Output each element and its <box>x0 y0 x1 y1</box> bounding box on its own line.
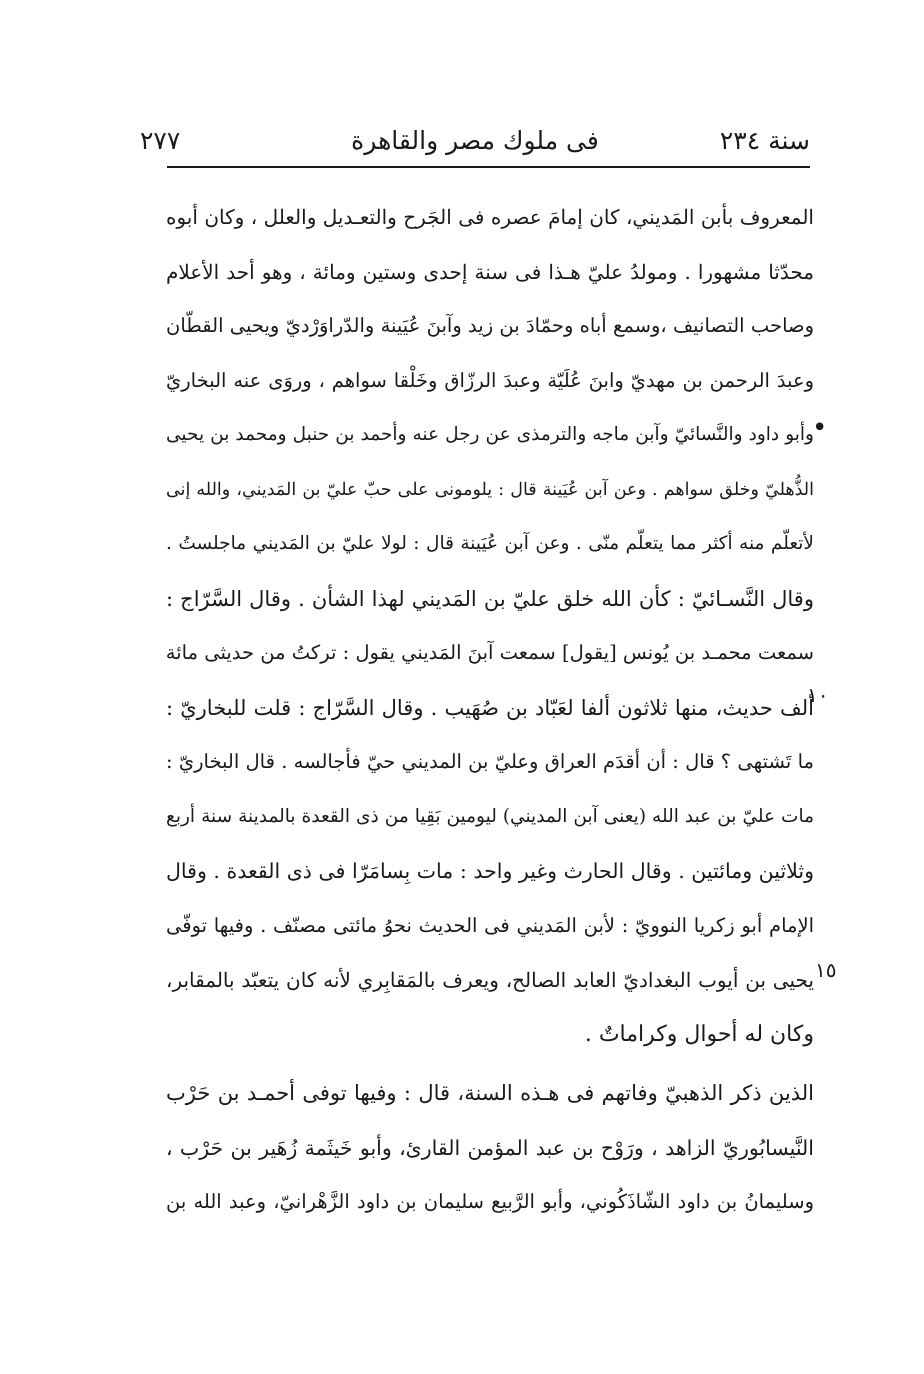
text-line: وثلاثين ومائتين . وقال الحارث وغير واحد : مات بِسامَرّا فى ذى القعدة . وقال <box>166 859 814 883</box>
running-header <box>140 118 810 164</box>
text-line: وعبدَ الرحمن بن مهديّ وابنَ عُلَيّة وعبدَ الرزّاق وخَلْقا سواهم ، وروَى عنه البخاريّ <box>166 368 814 392</box>
text-line: المعروف بأبن المَديني، كان إمامَ عصره فى الجَرح والتعـديل والعلل ، وكان أبوه <box>166 205 814 229</box>
text-line: الذين ذكر الذهبيّ وفاتهم فى هـذه السنة، قال : وفيها توفى أحمـد بن حَرْب <box>166 1081 814 1105</box>
paragraph-deaths <box>166 1066 814 1230</box>
text-line: وسليمانُ بن داود الشّاذَكُوني، وأبو الرَّبيع سليمان بن داود الزَّهْرانيّ، وعبد الله بن <box>166 1190 814 1213</box>
text-line: الذُّهليّ وخلق سواهم . وعن آبن عُيَينة قال : يلومونى على حبّ عليّ بن المَديني، والله إنى <box>166 479 814 500</box>
line-marker-10: ١٠ <box>807 683 829 707</box>
text-line: سمعت محمـد بن يُونس [يقول] سمعت آبنَ المَديني يقول : تركتُ من حديثى مائة <box>166 641 814 664</box>
text-line: وأبو داود والنَّسائيّ وآبن ماجه والترمذى عن رجل عنه وأحمد بن حنبل ومحمد بن يحيى <box>166 424 814 445</box>
text-line: يحيى بن أيوب البغداديّ العابد الصالح، ويعرف بالمَقابِري لأنه كان يتعبّد بالمقابر، <box>166 968 814 992</box>
line-marker-15: ١٥ <box>815 958 837 982</box>
header-year: سنة ٢٣٤ <box>719 126 810 155</box>
line-marker-dot: • <box>812 413 828 443</box>
page-number: ٢٧٧ <box>140 126 181 155</box>
text-line: وقال النَّسـائيّ : كأن الله خلق عليّ بن المَديني لهذا الشأن . وقال السَّرّاج : <box>166 586 814 611</box>
text-line: النَّيسابُوريّ الزاهد ، ورَوْح بن عبد المؤمن القارئ، وأبو خَيثَمة زُهَير بن حَرْب ، <box>166 1135 814 1160</box>
text-line: وصاحب التصانيف ،وسمع أباه وحمّادَ بن زيد وآبنَ عُيَينة والدّراوَرْديّ ويحيى القطّان <box>166 314 814 337</box>
paragraph-main <box>166 190 814 1062</box>
text-line: ألف حديث، منها ثلاثون ألفا لعَبّاد بن صُهَيب . وقال السَّرّاج : قلت للبخاريّ : <box>166 695 814 720</box>
header-title: فى ملوك مصر والقاهرة <box>351 126 599 155</box>
text-line: وكان له أحوال وكراماتٌ . <box>584 1021 814 1047</box>
header-rule <box>167 166 810 168</box>
text-line: ما تَشتهى ؟ قال : أن أقدَم العراق وعليّ بن المديني حيّ فأجالسه . قال البخاريّ : <box>166 750 814 773</box>
text-line: الإمام أبو زكريا النوويّ : لأبن المَديني فى الحديث نحوُ مائتى مصنّف . وفيها توفّى <box>166 913 814 937</box>
text-line: محدّثا مشهورا . ومولدُ عليّ هـذا فى سنة إحدى وستين ومائة ، وهو أحد الأعلام <box>166 259 814 284</box>
text-line: مات عليّ بن عبد الله (يعنى آبن المديني) ليومين بَقِيا من ذى القعدة بالمدينة سنة أربع <box>166 805 814 827</box>
text-line: لأتعلّم منه أكثر مما يتعلّم منّى . وعن آبن عُيَينة قال : لولا عليّ بن المَديني ماجلستُ . <box>166 533 814 554</box>
